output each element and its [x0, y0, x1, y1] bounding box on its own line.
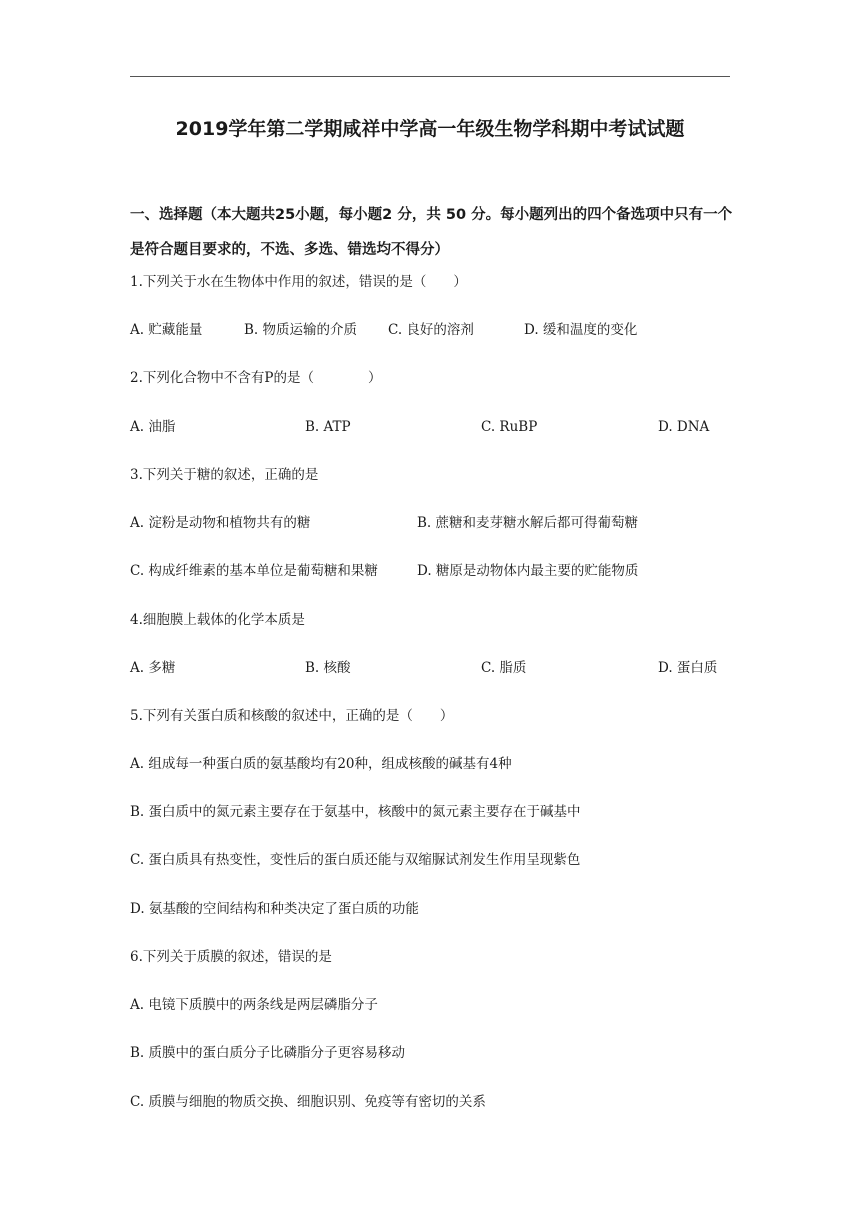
- page-title: 2019学年第二学期咸祥中学高一年级生物学科期中考试试题: [175, 118, 685, 140]
- question-5-option-b: B. 蛋白质中的氮元素主要存在于氨基中，核酸中的氮元素主要存在于碱基中: [130, 804, 581, 820]
- question-6-option-c: C. 质膜与细胞的物质交换、细胞识别、免疫等有密切的关系: [130, 1094, 486, 1110]
- question-2-option-b: B. ATP: [305, 419, 351, 435]
- question-5-option-a: A. 组成每一种蛋白质的氨基酸均有20种，组成核酸的碱基有4种: [130, 756, 512, 772]
- question-2-option-a: A. 油脂: [130, 419, 176, 435]
- question-2-stem: 2.下列化合物中不含有P的是（ ）: [130, 370, 382, 386]
- question-4-option-d: D. 蛋白质: [658, 660, 718, 676]
- question-6-stem: 6.下列关于质膜的叙述，错误的是: [130, 949, 332, 965]
- question-1-option-d: D. 缓和温度的变化: [524, 322, 638, 338]
- question-5-option-d: D. 氨基酸的空间结构和种类决定了蛋白质的功能: [130, 901, 419, 917]
- section-heading: 一、选择题（本大题共25小题，每小题2 分，共 50 分。每小题列出的四个备选项中只有一个是符合题目要求的，不选、多选、错选均不得分）: [130, 207, 733, 258]
- question-4-option-a: A. 多糖: [130, 660, 176, 676]
- question-4-stem: 4.细胞膜上载体的化学本质是: [130, 612, 305, 628]
- question-6-option-a: A. 电镜下质膜中的两条线是两层磷脂分子: [130, 997, 378, 1013]
- question-3-option-b: B. 蔗糖和麦芽糖水解后都可得葡萄糖: [417, 515, 639, 531]
- question-1-option-c: C. 良好的溶剂: [388, 322, 474, 338]
- question-3-option-a: A. 淀粉是动物和植物共有的糖: [130, 515, 311, 531]
- question-2-option-c: C. RuBP: [481, 419, 538, 435]
- question-3-option-c: C. 构成纤维素的基本单位是葡萄糖和果糖: [130, 563, 378, 579]
- question-4-option-b: B. 核酸: [305, 660, 351, 676]
- question-5-stem: 5.下列有关蛋白质和核酸的叙述中，正确的是（ ）: [130, 708, 454, 724]
- question-6-option-b: B. 质膜中的蛋白质分子比磷脂分子更容易移动: [130, 1045, 406, 1061]
- question-5-option-c: C. 蛋白质具有热变性，变性后的蛋白质还能与双缩脲试剂发生作用呈现紫色: [130, 852, 581, 868]
- question-4-option-c: C. 脂质: [481, 660, 527, 676]
- header-rule: [130, 76, 730, 77]
- question-1-option-a: A. 贮藏能量: [130, 322, 203, 338]
- question-1-option-b: B. 物质运输的介质: [244, 322, 358, 338]
- question-1-stem: 1.下列关于水在生物体中作用的叙述，错误的是（ ）: [130, 274, 467, 290]
- question-3-stem: 3.下列关于糖的叙述，正确的是: [130, 467, 319, 483]
- question-2-option-d: D. DNA: [658, 419, 710, 435]
- question-3-option-d: D. 糖原是动物体内最主要的贮能物质: [417, 563, 639, 579]
